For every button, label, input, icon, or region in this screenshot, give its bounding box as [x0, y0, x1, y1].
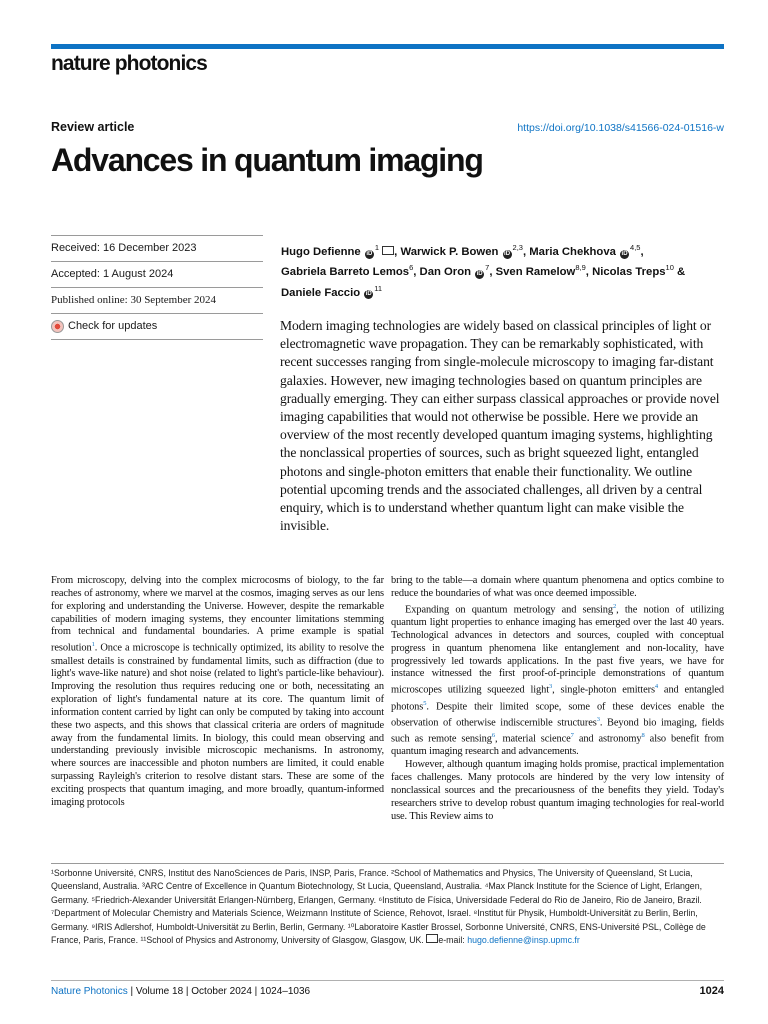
author-name[interactable]: Nicolas Treps [592, 266, 666, 279]
abstract: Modern imaging technologies are widely based on classical principles of light or electromagnetic wave propagation. They can be remarkably sophisticated, with recent successes ranging from single-molecule microscopy to imaging far-distant galaxies. However, new imaging technologies based on quantum principles are gradually emerging. They can either surpass classical approaches or provide novel imaging capabilities that would not otherwise be possible. Here we provide an overview of the most recently developed quantum imaging systems, highlighting the nonclassical properties of sources, such as bright squeezed light, entangled photons and single-photon emitters that enable their functionality. We outline potential upcoming trends and the associated challenges, all driven by a central enquiry, which is to understand whether quantum light can make visible the invisible. [280, 318, 720, 534]
reference-link[interactable]: 3 [596, 715, 600, 723]
body-text: also benefit from quantum imaging research and advancements. [391, 733, 724, 758]
email-label: e-mail: [438, 935, 465, 946]
accepted-date: Accepted: 1 August 2024 [51, 261, 263, 287]
affiliations-text: ¹Sorbonne Université, CNRS, Institut des NanoSciences de Paris, INSP, Paris, France. ²School of Mathematics and Physics, The University of Queensland, St Lucia, Queensland, Australia. ³ARC Centre of Excellence in Quantum Biotechnology, St Lucia, Queensland, Australia. ⁴Max Planck Institute for the Science of Light, Erlangen, Germany. ⁵Friedrich-Alexander Universität Erlangen-Nürnberg, Erlangen, Germany. ⁶Instituto de Física, Universidade Federal do Rio de Janeiro, Rio de Janeiro, Brazil. ⁷Department of Molecular Chemistry and Materials Science, Weizmann Institute of Science, Rehovot, Israel. ⁸Institut für Physik, Humboldt-Universität zu Berlin, Berlin, Germany. ⁹IRIS Adlershof, Humboldt-Universität zu Berlin, Berlin, Germany. ¹⁰Laboratoire Kastler Brossel, Sorbonne Université, CNRS, ENS-Université PSL, Collège de France, Paris, France. ¹¹School of Physics and Astronomy, University of Glasgow, Glasgow, UK. [51, 868, 706, 946]
body-paragraph: bring to the table—a domain where quantum phenomena and optics combine to reduce the boundaries of what was once deemed impossible. [391, 575, 724, 599]
reference-link[interactable]: 4 [654, 683, 659, 691]
orcid-icon[interactable]: iD [476, 271, 483, 278]
body-text: , material science [495, 733, 571, 745]
body-text: . Beyond bio imaging, fields such as remote sensing [391, 717, 724, 745]
author-name[interactable]: Gabriela Barreto Lemos [281, 266, 410, 279]
page-number: 1024 [699, 985, 724, 997]
author-affiliation: 6 [409, 263, 414, 273]
orcid-icon[interactable]: iD [366, 250, 373, 257]
reference-link[interactable]: 3 [549, 683, 553, 691]
footer-journal-link[interactable]: Nature Photonics [51, 986, 128, 997]
author-affiliation: 10 [665, 263, 674, 273]
body-paragraph [51, 575, 384, 810]
published-date-text: Published online: 30 September 2024 [51, 294, 216, 306]
body-column-left [51, 575, 384, 810]
email-icon[interactable] [382, 246, 394, 255]
reference-link[interactable]: 5 [423, 699, 427, 707]
body-text: From microscopy, delving into the complex microcosms of biology, to the far reaches of astronomy, where we marvel at the cosmos, imaging serves as our lens for exploring and understanding the Universe. However, despite the remarkable capabilities of modern imaging systems, they encounter limitations stemming from technical and fundamental boundaries. A prime example is spatial resolution [51, 575, 384, 654]
corresponding-email-link[interactable]: hugo.defienne@insp.upmc.fr [467, 935, 580, 946]
journal-name: nature photonics [51, 52, 207, 75]
article-title: Advances in quantum imaging [51, 142, 483, 178]
journal-top-bar [51, 44, 724, 49]
doi-link[interactable]: https://doi.org/10.1038/s41566-024-01516-w [517, 122, 724, 134]
footer-citation [51, 986, 310, 997]
article-type: Review article [51, 120, 135, 134]
body-paragraph [391, 601, 724, 760]
author-name[interactable]: Maria Chekhova [529, 245, 616, 258]
author-affiliation: 7 [485, 263, 490, 273]
orcid-icon[interactable]: iD [621, 250, 628, 257]
footnote-divider [51, 863, 724, 864]
author-list: Hugo Defienne $iD^1$ , Warwick P. Bowen iD$^{2,3}$, Maria Chekhova iD$^{4,5}$, Gabriela Barreto Lemos$^6$, Dan Oron $iD^7$, Sven Ramelow$^{8,9}$, Nicolas Treps$^{10}$ & Daniele Faccio $iD^{11}$ [281, 243, 686, 299]
published-date [51, 287, 263, 313]
check-updates-row[interactable] [51, 313, 263, 340]
body-text: and entangled photons [391, 684, 724, 712]
author-affiliation: 11 [374, 283, 383, 293]
author-affiliation: 2,3 [512, 243, 523, 252]
crossmark-icon [51, 320, 64, 333]
body-text: Expanding on quantum metrology and sensing [405, 604, 613, 616]
author-affiliation: 4,5 [630, 243, 641, 252]
author-affiliation: 8,9 [575, 263, 586, 273]
reference-link[interactable]: 6 [491, 732, 496, 740]
author-name[interactable]: Warwick P. Bowen [400, 245, 499, 258]
author-name[interactable]: Sven Ramelow [495, 266, 576, 279]
reference-link[interactable]: 1 [91, 641, 95, 649]
footer-volume-info: | Volume 18 | October 2024 | 1024–1036 [127, 986, 311, 997]
orcid-icon[interactable]: iD [504, 250, 511, 257]
reference-link[interactable]: 8 [641, 732, 645, 740]
footer-divider [51, 980, 724, 981]
author-name[interactable]: Hugo Defienne [281, 245, 361, 258]
body-text: , single-photon emitters [552, 684, 655, 696]
check-for-updates-label: Check for updates [68, 320, 158, 332]
author-affiliation: 1 [374, 243, 380, 252]
body-column-right [391, 575, 724, 824]
body-text: . Once a microscope is technically optimized, its ability to resolve the smallest details is constrained by fundamental limits, such as diffraction (due to light's wave-like nature) and shot noise (related to light's particle-like behaviour). Improving the resolution thus requires reducing one or both, necessitating an exploration of light's fundamental nature at its core. The quantum limit of information content carried by light can only be computed by taking into account these two aspects, and this shows that classical criteria are orders of magnitude away from the fundamental limits. In biology, this could mean observing and understanding previously invisible microscopic mechanisms. In astronomy, where sources are inaccessible and photon numbers are limited, it could enable surpassing Rayleigh's criterion to resolve distant stars. These are some of the exciting prospects that quantum imaging, and more broadly, quantum-informed imaging protocols [51, 642, 384, 808]
body-paragraph: However, although quantum imaging holds promise, practical implementation faces challenges. Many protocols are hindered by the very low intensity of nonclassical sources and the precariousness of the benefits they yield. Today's researchers strive to develop robust quantum imaging technologies for real-world use. This Review aims to [391, 759, 724, 822]
reference-link[interactable]: 2 [612, 602, 617, 610]
body-text: and astronomy [573, 733, 642, 745]
reference-link[interactable]: 7 [570, 732, 574, 740]
body-text: , the notion of utilizing quantum light properties to enhance imaging has emerged over the last 40 years. Technological advances in detectors and sources, coupled with conceptual progress in quantum phenomena like entanglement and non-locality, have progressively led towards applications. In the past five years, we have for instance witnessed the first proof-of-principle demonstrations of quantum microscopes utilizing squeezed light [391, 604, 724, 696]
email-icon [426, 934, 438, 943]
check-for-updates-button[interactable] [51, 314, 263, 339]
author-name[interactable]: Daniele Faccio [281, 286, 361, 299]
dates-panel [51, 235, 263, 340]
received-date: Received: 16 December 2023 [51, 235, 263, 261]
body-text: . Despite their limited scope, some of these devices enable the observation of otherwise indiscernible structures [391, 701, 724, 729]
orcid-icon[interactable]: iD [365, 291, 372, 298]
affiliations [51, 867, 726, 947]
author-name[interactable]: Dan Oron [419, 266, 471, 279]
